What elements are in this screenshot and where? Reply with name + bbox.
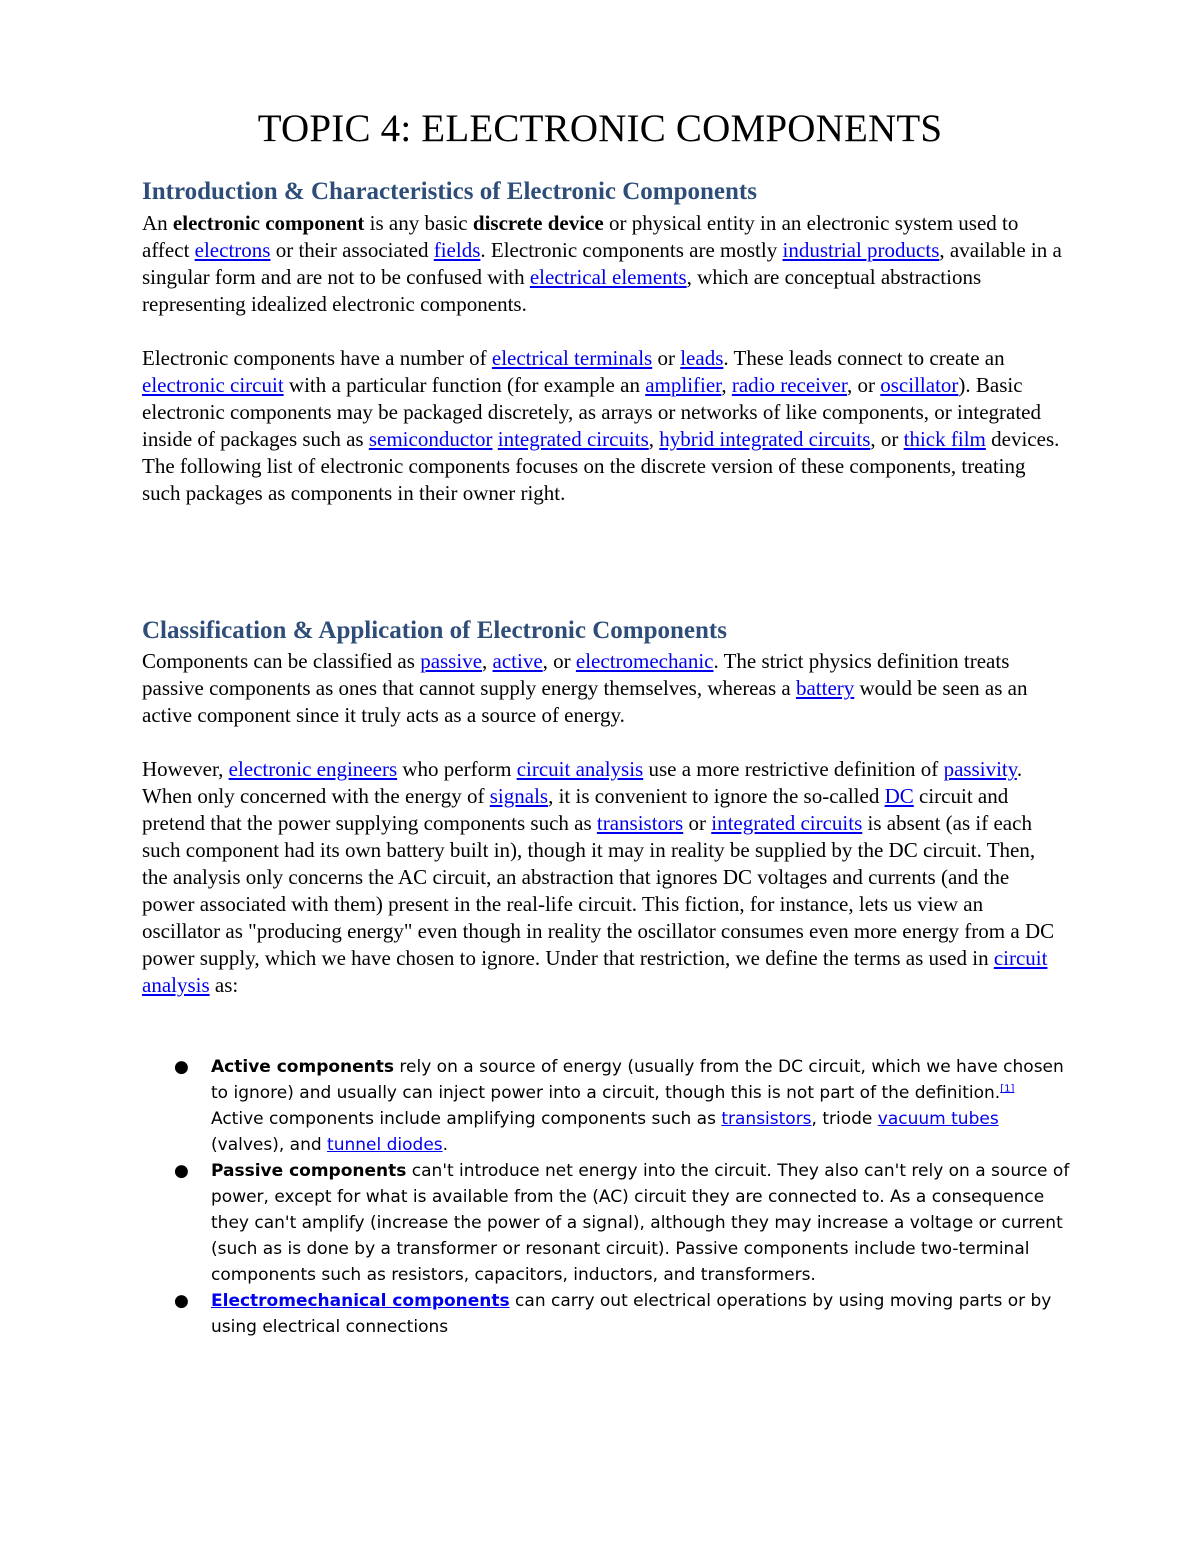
bullet-icon: ● — [174, 1057, 189, 1077]
link-dc[interactable]: DC — [884, 784, 914, 808]
link-signals[interactable]: signals — [489, 784, 549, 808]
link-electrical-terminals[interactable]: electrical terminals — [491, 346, 653, 370]
link-electronic-engineers[interactable]: electronic engineers — [228, 757, 398, 781]
link-semiconductor[interactable]: semiconductor — [368, 427, 493, 451]
link-passivity[interactable]: passivity — [943, 757, 1017, 781]
bullet-icon: ● — [174, 1291, 189, 1311]
section-heading-introduction: Introduction & Characteristics of Electronic Components — [142, 178, 757, 205]
link-electronic-circuit[interactable]: electronic circuit — [142, 373, 284, 397]
link-amplifier[interactable]: amplifier — [645, 373, 722, 397]
link-battery[interactable]: battery — [795, 676, 855, 700]
link-oscillator[interactable]: oscillator — [880, 373, 959, 397]
bold-term: electronic component — [172, 211, 365, 235]
link-transistors-3[interactable]: transistors — [721, 1109, 812, 1129]
list-item-electromechanical-components: ● Electromechanical components can carry out electrical operations by using moving parts or by using electrical connections — [142, 1288, 1072, 1340]
link-electrons[interactable]: electrons — [194, 238, 271, 262]
link-active[interactable]: active — [492, 649, 543, 673]
intro-paragraph-2: Electronic components have a number of electrical terminals or leads. These leads connect to create an electronic circuit with a particular function (for example an amplifier, radio receiver, or oscillator). Basic electronic components may be packaged discretely, as arrays or networks of like components, or integrated inside of packages such as semiconductor integrated circuits, hybrid integrated circuits, or thick film devices. The following list of electronic components focuses on the discrete version of these components, treating such packages as components in their owner right. — [142, 346, 1060, 505]
link-integrated-circuits-2[interactable]: integrated circuits — [711, 811, 863, 835]
link-transistors[interactable]: transistors — [596, 811, 684, 835]
footnote-link-1[interactable]: [1] — [1000, 1083, 1015, 1095]
component-types-list — [142, 1054, 1072, 1340]
link-hybrid-integrated-circuits[interactable]: hybrid integrated circuits — [659, 427, 871, 451]
link-radio-receiver[interactable]: radio receiver — [731, 373, 847, 397]
list-item-passive-components: ● Passive components can't introduce net energy into the circuit. They also can't rely on a source of power, except for what is available from the (AC) circuit they are connected to. As a consequence they can't amplify (increase the power of a signal), although they may increase a voltage or current (such as is done by a transformer or resonant circuit). Passive components include two-terminal components such as resistors, capacitors, inductors, and transformers. — [142, 1158, 1072, 1288]
section-heading-classification: Classification & Application of Electronic Components — [142, 617, 727, 644]
intro-paragraph-1: An electronic component is any basic discrete device or physical entity in an electronic system used to affect electrons or their associated fields. Electronic components are mostly industrial products, available in a singular form and are not to be confused with electrical elements, which are conceptual abstractions representing idealized electronic components. — [142, 211, 1062, 316]
link-fields[interactable]: fields — [433, 238, 481, 262]
link-electromechanical-components[interactable]: Electromechanical components — [211, 1291, 510, 1311]
bold-term: discrete device — [472, 211, 604, 235]
link-electrical-elements[interactable]: electrical elements — [529, 265, 687, 289]
classification-paragraph-1: Components can be classified as passive, active, or electromechanic. The strict physics definition treats passive components as ones that cannot supply energy themselves, whereas a battery would be seen as an active component since it truly acts as a source of energy. — [142, 649, 1028, 727]
page-title: TOPIC 4: ELECTRONIC COMPONENTS — [257, 107, 943, 150]
link-industrial-products[interactable]: industrial products — [782, 238, 940, 262]
classification-paragraph-2: However, electronic engineers who perform circuit analysis use a more restrictive definition of passivity. When only concerned with the energy of signals, it is convenient to ignore the so-called DC circuit and pretend that the power supplying components such as transistors or integrated circuits is absent (as if each such component had its own battery built in), though it may in reality be supplied by the DC circuit. Then, the analysis only concerns the AC circuit, an abstraction that ignores DC voltages and currents (and the power associated with them) present in the real-life circuit. This fiction, for instance, lets us view an oscillator as "producing energy" even though in reality the oscillator consumes even more energy from a DC power supply, which we have chosen to ignore. Under that restriction, we define the terms as used in circuit analysis as: — [142, 757, 1055, 997]
list-item-active-components: ● Active components rely on a source of energy (usually from the DC circuit, which we have chosen to ignore) and usually can inject power into a circuit, though this is not part of the definition.[1] Active components include amplifying components such as transistors, triode vacuum tubes (valves), and tunnel diodes. — [142, 1054, 1072, 1158]
link-vacuum-tubes[interactable]: vacuum tubes — [877, 1109, 999, 1129]
link-circuit-analysis-2[interactable]: circuit analysis — [142, 946, 1048, 997]
link-leads[interactable]: leads — [680, 346, 724, 370]
link-passive[interactable]: passive — [420, 649, 483, 673]
link-electromechanic[interactable]: electromechanic — [575, 649, 714, 673]
link-thick-film[interactable]: thick film — [903, 427, 986, 451]
link-tunnel-diodes[interactable]: tunnel diodes — [327, 1135, 443, 1155]
link-circuit-analysis[interactable]: circuit analysis — [516, 757, 644, 781]
link-integrated-circuits[interactable]: integrated circuits — [497, 427, 649, 451]
bullet-icon: ● — [174, 1161, 189, 1181]
